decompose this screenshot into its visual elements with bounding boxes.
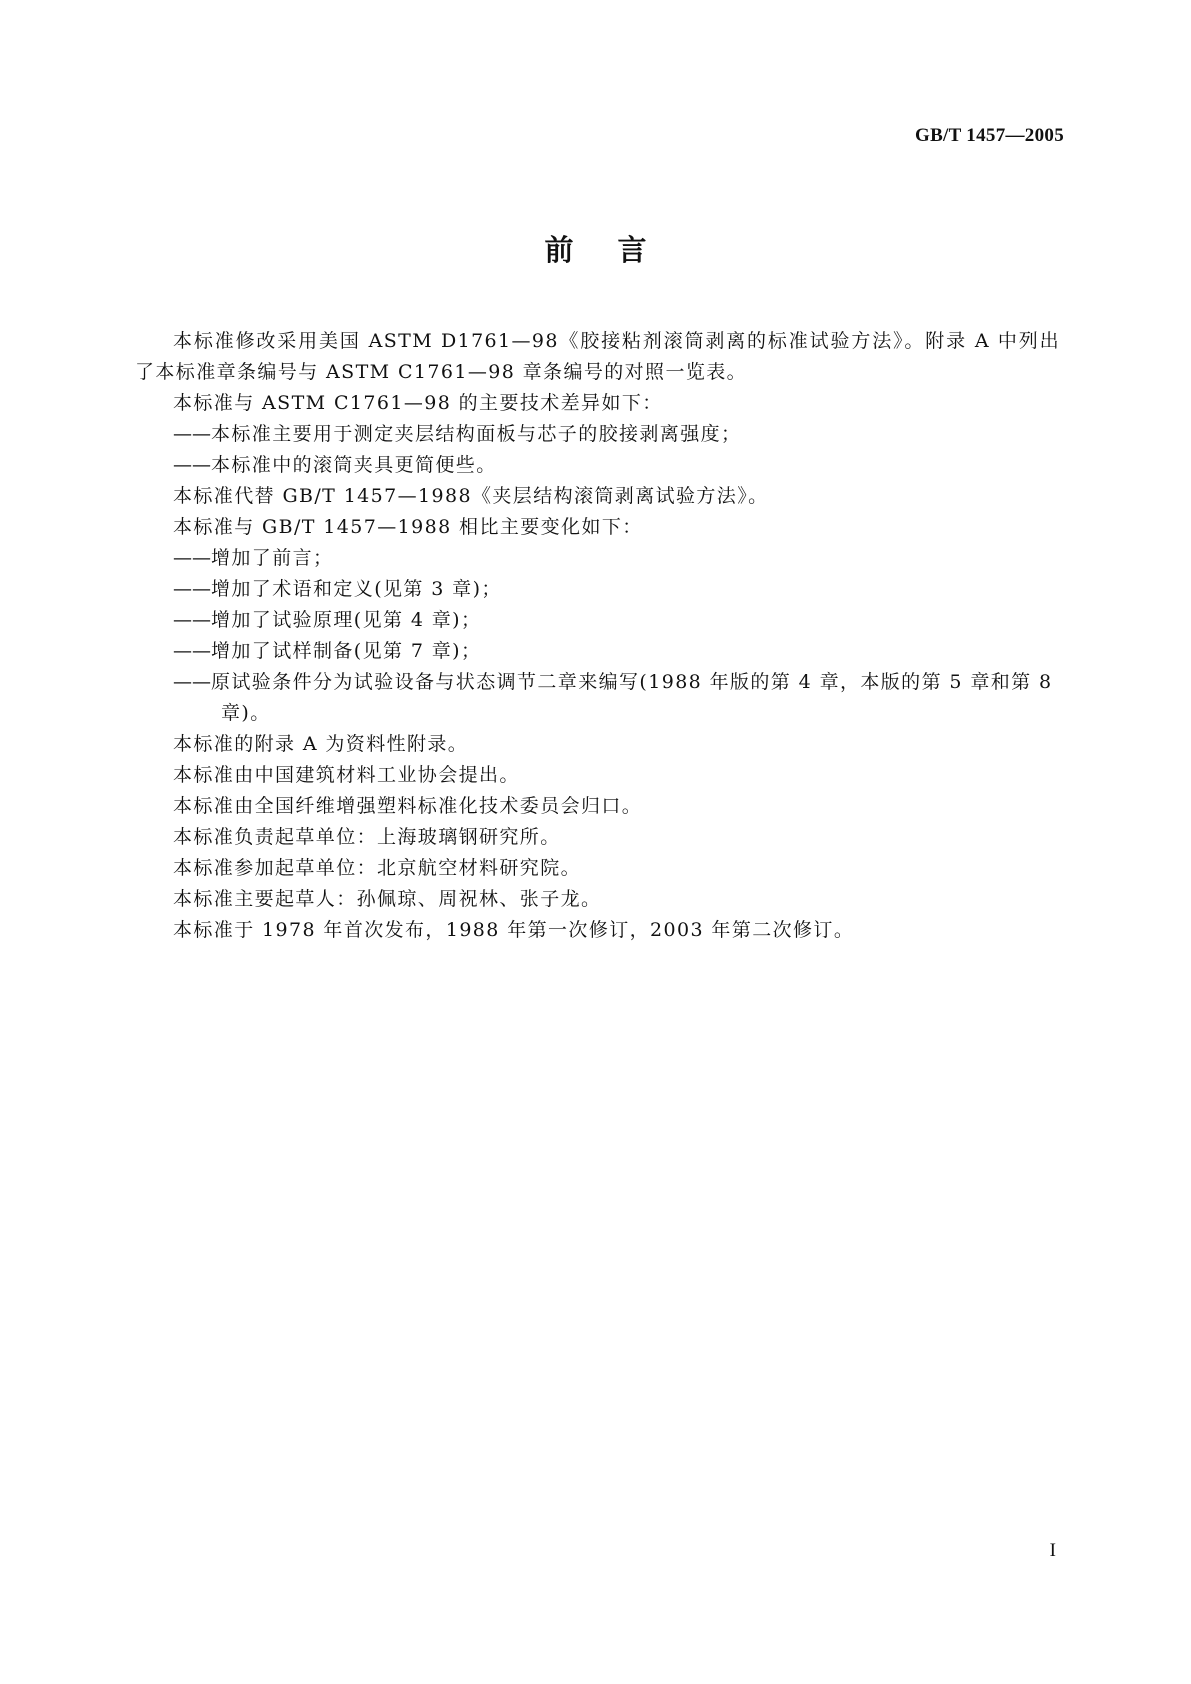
page-number: I [1049,1540,1056,1561]
list-item-difference-2 [135,450,1060,481]
list-item-change-5 [135,667,1060,729]
list-item-text: 本标准中的滚筒夹具更简便些。 [211,454,497,476]
list-item-text: 本标准主要用于测定夹层结构面板与芯子的胶接剥离强度； [211,423,742,445]
paragraph-annex: 本标准的附录 A 为资料性附录。 [173,733,469,755]
list-item-change-1 [135,543,1060,574]
foreword-body [135,326,1060,946]
list-item-text: 增加了前言； [211,547,334,569]
standard-number: GB/T 1457—2005 [914,125,1064,146]
list-item-text: 原试验条件分为试验设备与状态调节二章来编写(1988 年版的第 4 章，本版的第 5 章和第 8 章)。 [211,671,1053,724]
list-item-text: 增加了试样制备(见第 7 章)； [211,640,482,662]
page-title: 前言 [544,233,691,267]
list-dash: —— [173,609,211,631]
paragraph-committee: 本标准由全国纤维增强塑料标准化技术委员会归口。 [173,795,643,817]
list-item-text: 增加了试验原理(见第 4 章)； [211,609,482,631]
paragraph-replaces: 本标准代替 GB/T 1457—1988《夹层结构滚筒剥离试验方法》。 [173,485,769,507]
paragraph-adoption: 本标准修改采用美国 ASTM D1761—98《胶接粘剂滚筒剥离的标准试验方法》。附录 A 中列出了本标准章条编号与 ASTM C1761—98 章条编号的对照一览表。 [135,330,1060,383]
list-dash: —— [173,454,211,476]
list-item-text: 增加了术语和定义(见第 3 章)； [211,578,502,600]
paragraph-changes-intro: 本标准与 GB/T 1457—1988 相比主要变化如下： [173,516,643,538]
paragraph-drafters: 本标准主要起草人：孙佩琼、周祝林、张子龙。 [173,888,602,910]
paragraph-proposed-by: 本标准由中国建筑材料工业协会提出。 [173,764,520,786]
list-dash: —— [173,640,211,662]
list-dash: —— [173,578,211,600]
list-item-change-2 [135,574,1060,605]
paragraph-drafting-unit: 本标准负责起草单位：上海玻璃钢研究所。 [173,826,561,848]
paragraph-history: 本标准于 1978 年首次发布，1988 年第一次修订，2003 年第二次修订。 [173,919,855,941]
list-dash: —— [173,423,211,445]
list-dash: —— [173,547,211,569]
list-item-change-4 [135,636,1060,667]
list-item-change-3 [135,605,1060,636]
list-item-difference-1 [135,419,1060,450]
list-dash: —— [173,671,211,693]
paragraph-participating-unit: 本标准参加起草单位：北京航空材料研究院。 [173,857,582,879]
paragraph-differences-intro: 本标准与 ASTM C1761—98 的主要技术差异如下： [173,392,663,414]
